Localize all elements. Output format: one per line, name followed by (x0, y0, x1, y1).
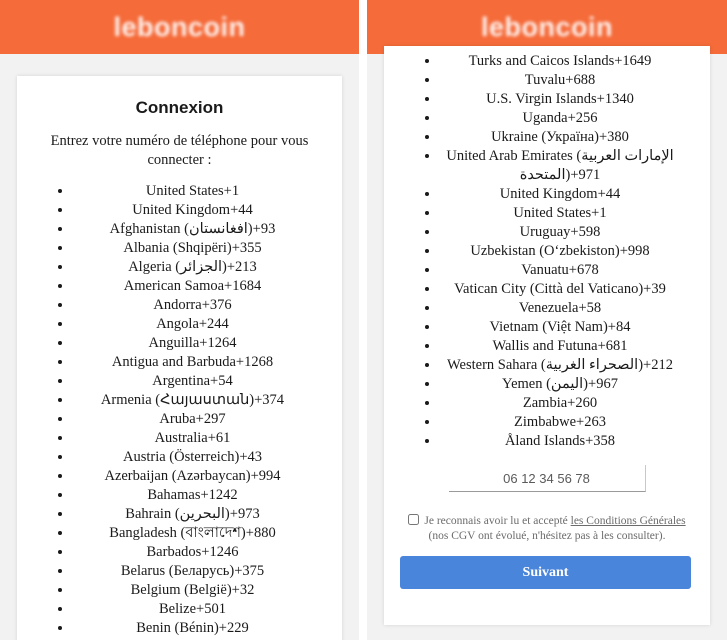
country-option[interactable]: • Barbados+1246 (73, 543, 342, 562)
country-option[interactable]: • Vanuatu+678 (440, 261, 710, 280)
country-option[interactable]: • United States+1 (73, 182, 342, 201)
country-option[interactable]: • Antigua and Barbuda+1268 (73, 353, 342, 372)
country-option[interactable]: • Aruba+297 (73, 410, 342, 429)
country-option[interactable]: • Western Sahara (الصحراء الغربية)+212 (440, 356, 710, 375)
country-option[interactable]: • Australia+61 (73, 429, 342, 448)
country-option[interactable]: • Åland Islands+358 (440, 432, 710, 451)
country-option[interactable]: • United Arab Emirates (الإمارات العربية المتحدة)+971 (440, 147, 710, 185)
country-code-list (17, 182, 342, 638)
country-option[interactable]: • Vatican City (Città del Vaticano)+39 (440, 280, 710, 299)
country-option[interactable]: • United Kingdom+44 (73, 201, 342, 220)
brand-logo: leboncoin (481, 11, 613, 42)
login-screen-right (367, 0, 727, 640)
country-option[interactable]: • Uruguay+598 (440, 223, 710, 242)
country-option[interactable]: • Afghanistan (افغانستان)+93 (73, 220, 342, 239)
country-option[interactable]: • Vietnam (Việt Nam)+84 (440, 318, 710, 337)
country-option[interactable]: • Armenia (Հայաստան)+374 (73, 391, 342, 410)
country-option[interactable]: • Bahamas+1242 (73, 486, 342, 505)
country-option[interactable]: • Tuvalu+688 (440, 71, 710, 90)
country-option[interactable]: • United States+1 (440, 204, 710, 223)
country-option[interactable]: • Venezuela+58 (440, 299, 710, 318)
consent-text-prefix: Je reconnais avoir lu et accepté (424, 515, 571, 527)
terms-checkbox[interactable] (408, 514, 419, 525)
login-card (17, 76, 342, 640)
country-option[interactable]: • Argentina+54 (73, 372, 342, 391)
next-button[interactable]: Suivant (400, 556, 691, 589)
country-option[interactable]: • Bahrain (البحرين)+973 (73, 505, 342, 524)
country-option[interactable]: • Uganda+256 (440, 109, 710, 128)
country-option[interactable]: • Uzbekistan (Oʻzbekiston)+998 (440, 242, 710, 261)
country-option[interactable]: • Andorra+376 (73, 296, 342, 315)
page-title: Connexion (135, 98, 224, 117)
app-header (0, 0, 359, 54)
country-option[interactable]: • United Kingdom+44 (440, 185, 710, 204)
country-option[interactable]: • Anguilla+1264 (73, 334, 342, 353)
country-option[interactable]: • Algeria (الجزائر)+213 (73, 258, 342, 277)
country-option[interactable]: • Wallis and Futuna+681 (440, 337, 710, 356)
country-option[interactable]: • Benin (Bénin)+229 (73, 619, 342, 638)
terms-link[interactable]: les Conditions Générales (570, 515, 686, 527)
country-option[interactable]: • Azerbaijan (Azərbaycan)+994 (73, 467, 342, 486)
country-option[interactable]: • U.S. Virgin Islands+1340 (440, 90, 710, 109)
country-option[interactable]: • American Samoa+1684 (73, 277, 342, 296)
country-option[interactable]: • Belgium (België)+32 (73, 581, 342, 600)
country-option[interactable]: • Yemen (اليمن)+967 (440, 375, 710, 394)
country-option[interactable]: • Belize+501 (73, 600, 342, 619)
intro-text: Entrez votre numéro de téléphone pour vous connecter : (50, 133, 309, 168)
login-card (384, 46, 710, 625)
country-option[interactable]: • Zimbabwe+263 (440, 413, 710, 432)
phone-number-input[interactable] (449, 465, 646, 492)
country-code-list (384, 52, 710, 451)
brand-logo: leboncoin (113, 11, 246, 42)
login-screen-left (0, 0, 359, 640)
country-option[interactable]: • Ukraine (Україна)+380 (440, 128, 710, 147)
country-option[interactable]: • Angola+244 (73, 315, 342, 334)
country-option[interactable]: • Albania (Shqipëri)+355 (73, 239, 342, 258)
phone-field-wrapper (384, 465, 710, 492)
country-option[interactable]: • Zambia+260 (440, 394, 710, 413)
consent-text-suffix: (nos CGV ont évolué, n'hésitez pas à les consulter). (428, 530, 666, 542)
country-option[interactable]: • Turks and Caicos Islands+1649 (440, 52, 710, 71)
country-option[interactable]: • Belarus (Беларусь)+375 (73, 562, 342, 581)
terms-consent (404, 514, 690, 544)
country-option[interactable]: • Bangladesh (বাংলাদেশ)+880 (73, 524, 342, 543)
country-option[interactable]: • Austria (Österreich)+43 (73, 448, 342, 467)
